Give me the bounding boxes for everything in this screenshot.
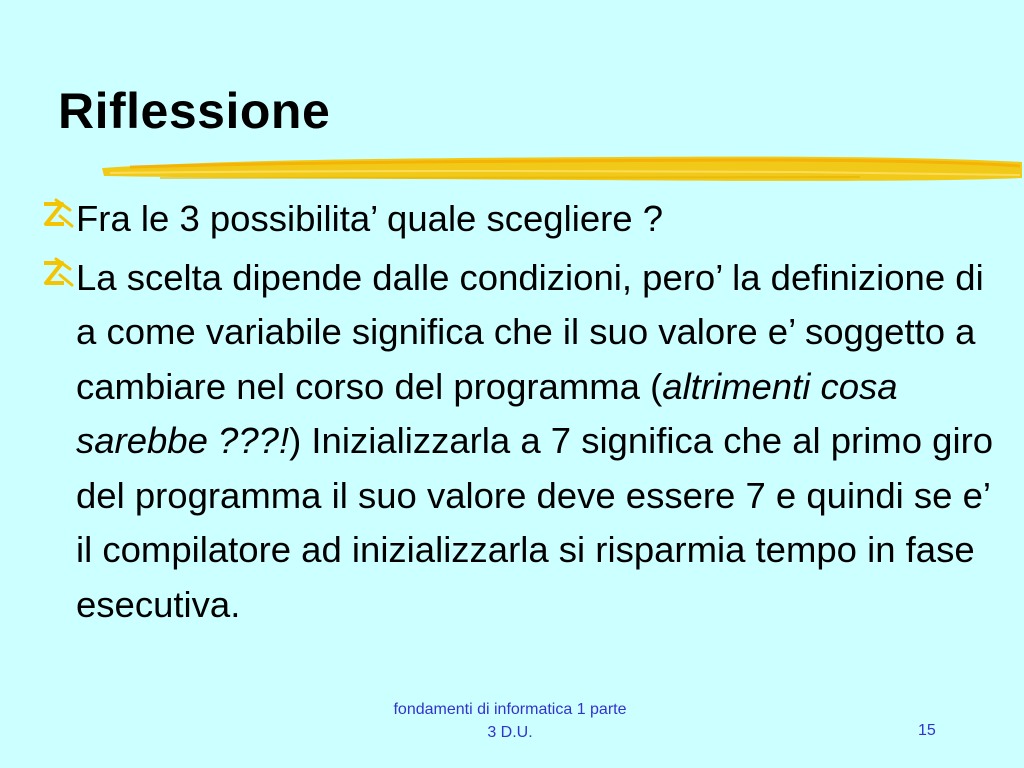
bullet-list: [36, 192, 1011, 636]
bullet-text-start: La scelta dipende dalle condizioni, pero’ la definizione di a come variabile significa che il suo valore e’ soggetto a cambiare nel corso del programma (: [76, 256, 984, 407]
footer-text: fondamenti di informatica 1 parte 3 D.U.: [393, 701, 627, 741]
bullet-text-italic: altrimenti cosa sarebbe ???!: [76, 365, 898, 461]
page-number: 15: [918, 722, 936, 739]
z-pointer-icon: [36, 196, 76, 236]
bullet-text-end: ) Inizializzarla a 7 significa che al primo giro del programma il suo valore deve essere 7 e quindi se e’ il compilatore ad inizializzarla si risparmia tempo in fase esecutiva.: [76, 420, 994, 625]
z-pointer-icon: [36, 255, 76, 295]
bullet-item: [36, 192, 1011, 247]
bullet-text: Fra le 3 possibilita’ quale scegliere ?: [76, 198, 664, 239]
title-underline-brushstroke: [100, 148, 1024, 188]
slide-title: Riflessione: [58, 83, 331, 139]
bullet-item: [36, 251, 1011, 633]
